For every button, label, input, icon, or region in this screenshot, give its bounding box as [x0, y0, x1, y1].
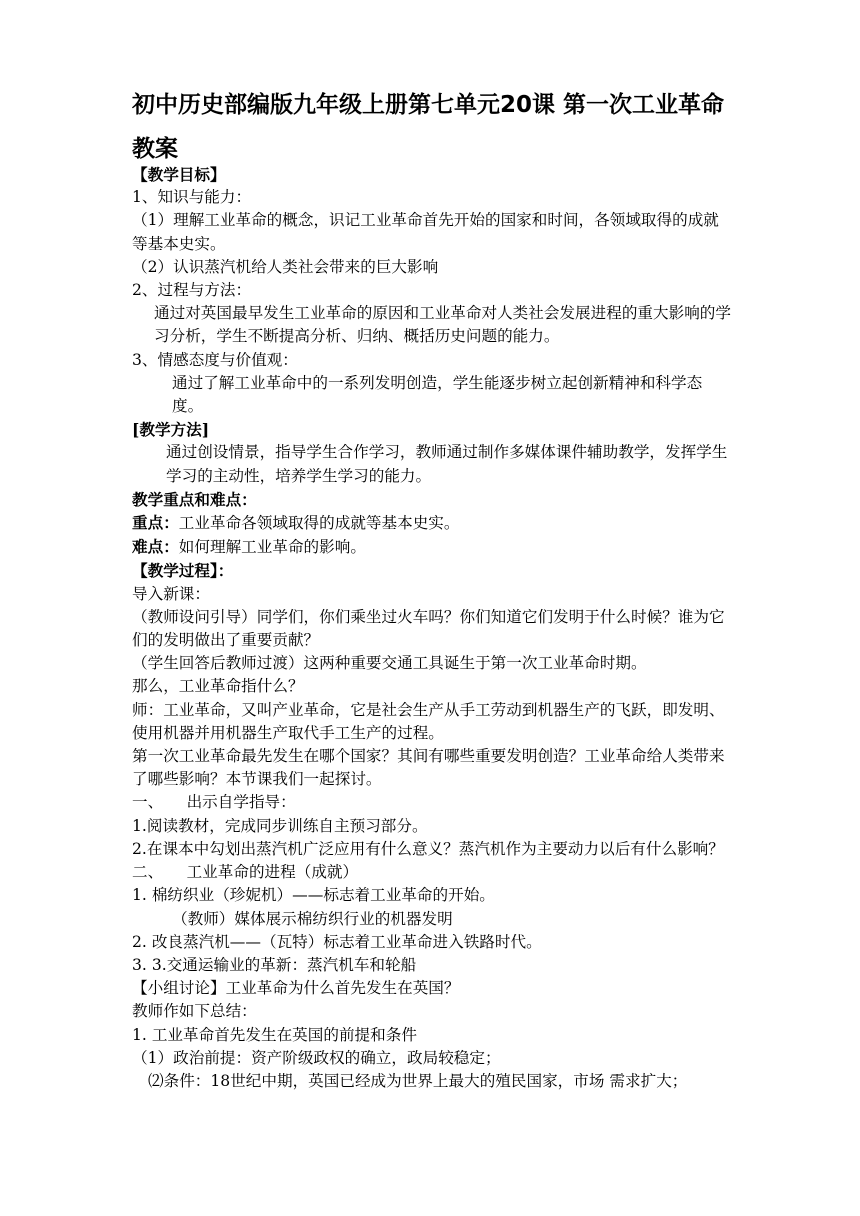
text-line: （学生回答后教师过渡）这两种重要交通工具诞生于第一次工业革命时期。 [132, 654, 647, 673]
text-line: 教学重点和难点： [132, 489, 257, 509]
line-text: 如何理解工业革命的影响。 [178, 538, 366, 557]
text-line: 2、过程与方法： [132, 281, 252, 300]
text-line: 2.在课本中勾划出蒸汽机广泛应用有什么意义？蒸汽机作为主要动力以后有什么影响？ [132, 839, 724, 858]
text-line: 通过对英国最早发生工业革命的原因和工业革命对人类社会发展进程的重大影响的学习分析，学生不断提高分析、归纳、概括历史问题的能力。 [154, 304, 731, 346]
text-line: （1）理解工业革命的概念，识记工业革命首先开始的国家和时间，各领域取得的成就等基本史实。 [132, 211, 719, 253]
text-line: 导入新课： [132, 584, 210, 603]
text-line: 通过创设情景，指导学生合作学习，教师通过制作多媒体课件辅助教学，发挥学生学习的主动性，培养学生学习的能力。 [166, 443, 728, 485]
text-line: 1. 工业革命首先发生在英国的前提和条件 [132, 1025, 417, 1044]
text-line: ⑵条件：18世纪中期，英国已经成为世界上最大的殖民国家，市场 需求扩大； [148, 1071, 688, 1090]
text-line: （1）政治前提：资产阶级政权的确立，政局较稳定； [132, 1048, 501, 1067]
text-line: 一、 出示自学指导： [132, 793, 296, 812]
text-line: 【小组讨论】工业革命为什么首先发生在英国？ [132, 979, 460, 998]
line-label: 重点： [132, 513, 179, 533]
document-title-continued: 教案 [132, 136, 178, 162]
text-line: 3、情感态度与价值观： [132, 350, 298, 369]
text-line: 师：工业革命，又叫产业革命，它是社会生产从手工劳动到机器生产的飞跃，即发明、使用机器并用机器生产取代手工生产的过程。 [132, 700, 725, 742]
text-line: 【教学过程】： [132, 561, 234, 581]
text-line [132, 535, 732, 559]
text-line: 1.阅读教材，完成同步训练自主预习部分。 [132, 816, 428, 835]
text-line: [教学方法] [132, 420, 210, 440]
text-line: 1、知识与能力： [132, 188, 252, 207]
document-title: 初中历史部编版九年级上册第七单元20课 第一次工业革命 [132, 92, 725, 118]
text-line [132, 511, 732, 535]
text-line: （教师）媒体展示棉纺织行业的机器发明 [172, 909, 453, 928]
text-line: 【教学目标】 [132, 165, 226, 184]
text-line: 通过了解工业革命中的一系列发明创造，学生能逐步树立起创新精神和科学态度。 [172, 373, 703, 416]
text-line: 二、 工业革命的进程（成就） [132, 863, 359, 882]
text-line: 3. 3.交通运输业的革新：蒸汽机车和轮船 [132, 955, 417, 974]
text-line: 教师作如下总结： [132, 1002, 257, 1021]
document-body [132, 163, 732, 1093]
text-line: 第一次工业革命最先发生在哪个国家？其间有哪些重要发明创造？工业革命给人类带来了哪些影响？本节课我们一起探讨。 [132, 747, 725, 789]
text-line: 1. 棉纺织业（珍妮机）——标志着工业革命的开始。 [132, 886, 495, 905]
text-line: 那么，工业革命指什么？ [132, 677, 304, 696]
line-label: 难点： [132, 537, 179, 557]
text-line: （2）认识蒸汽机给人类社会带来的巨大影响 [132, 257, 439, 276]
line-text: 工业革命各领域取得的成就等基本史实。 [178, 514, 460, 533]
text-line: 2. 改良蒸汽机——（瓦特）标志着工业革命进入铁路时代。 [132, 932, 542, 951]
text-line: （教师设问引导）同学们，你们乘坐过火车吗？你们知道它们发明于什么时候？谁为它们的发明做出了重要贡献？ [132, 607, 725, 650]
